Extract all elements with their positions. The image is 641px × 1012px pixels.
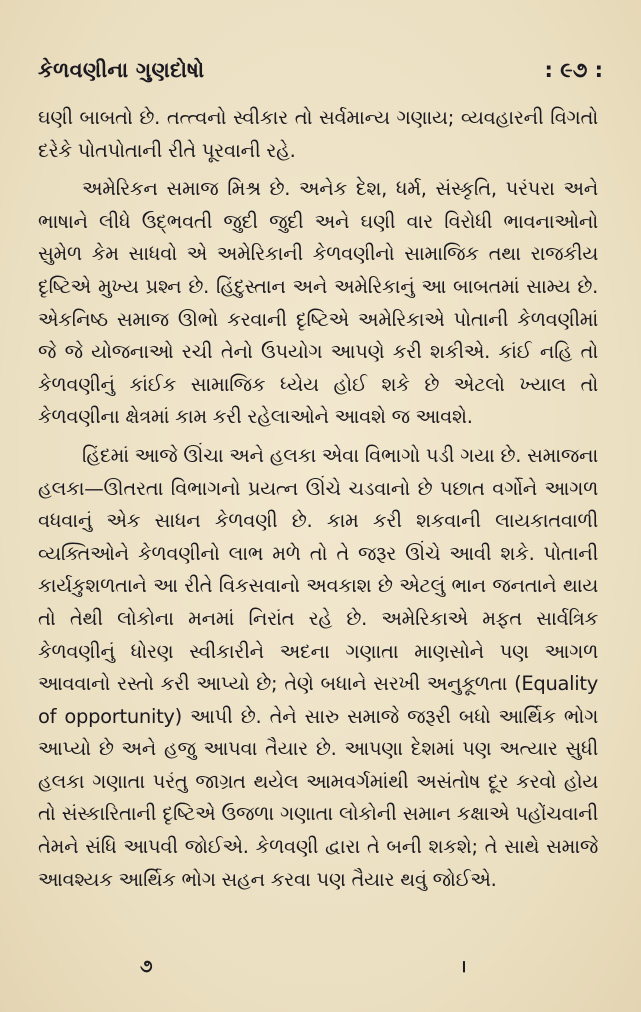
body-text [38,102,598,896]
paragraph-american-society: અમેરિકન સમાજ મિશ્ર છે. અનેક દેશ, ધર્મ, સંસ્કૃતિ, પરંપરા અને ભાષાને લીધે ઉદ્ભવતી જુદી જુદી અને ઘણી વાર વિરોધી ભાવનાઓનો સુમેળ કેમ સાધવો એ અમેરિકાની કેળવણીનો સામાજિક તથા રાજકીય દૃષ્ટિએ મુખ્ય પ્રશ્ન છે. હિંદુસ્તાન અને અમેરિકાનું આ બાબતમાં સામ્ય છે. એકનિષ્ઠ સમાજ ઊભો કરવાની દૃષ્ટિએ અમેરિકાએ પોતાની કેળવણીમાં જે જે યોજનાઓ રચી તેનો ઉપયોગ આપણે કરી શકીએ. કાંઈ નહિ તો કેળવણીનું કાંઈક સામાજિક ધ્યેય હોઈ શકે છે એટલો ખ્યાલ તો કેળવણીના ક્ષેત્રમાં કામ કરી રહેલાઓને આવશે જ આવશે. [38,177,598,429]
page-number: : ૯૭ : [544,58,603,82]
paragraph-continuation: ઘણી બાબતો છે. તત્ત્વનો સ્વીકાર તો સર્વમાન્ય ગણાય; વ્યવહારની વિગતો દરેકે પોતપોતાની રીતે પૂરવાની રહે. [38,106,598,162]
paragraph-india-classes: હિંદમાં આજે ઊંચા અને હલકા એવા વિભાગો પડી ગયા છે. સમાજના હલકા—ઊતરતા વિભાગનો પ્રયત્ન ઊંચે ચડવાનો છે પછાત વર્ગોને આગળ વધવાનું એક સાધન કેળવણી છે. કામ કરી શકવાની લાયકાતવાળી વ્યક્તિઓને કેળવણીનો લાભ મળે તો તે જરૂર ઊંચે આવી શકે. પોતાની કાર્યકુશળતાને આ રીતે વિકસવાનો અવકાશ છે એટલું ભાન જનતાને થાય તો તેથી લોકોના મનમાં નિરાંત રહે છે. અમેરિકાએ મફત સાર્વત્રિક કેળવણીનું ધોરણ સ્વીકારીને અદના ગણાતા માણસોને પણ આગળ આવવાનો રસ્તો કરી આપ્યો છે; તેણે બધાને સરખી અનુકૂળતા (Equality of opportunity) આપી છે. તેને સારુ સમાજે જરૂરી બધો આર્થિક ભોગ આપ્યો છે અને હજુ આપવા તૈયાર છે. આપણા દેશમાં પણ અત્યાર સુધી હલકા ગણાતા પરંતુ જાગ્રત થયેલ આમવર્ગમાંથી અસંતોષ દૂર કરવો હોય તો સંસ્કારિતાની દૃષ્ટિએ ઉજળા ગણાતા લોકોની સમાન કક્ષાએ પહોંચવાની તેમને સંધિ આપવી જોઈએ. કેળવણી દ્વારા તે બની શકશે; તે સાથે સમાજે આવશ્યક આર્થિક ભોગ સહન કરવા પણ તૈયાર થવું જોઈએ. [38,443,598,891]
running-title: કેળવણીના ગુણદોષો [38,58,205,82]
footer-mark: । [460,957,467,977]
printer-signature-mark: ૭ [140,956,153,977]
page-header [38,58,603,90]
